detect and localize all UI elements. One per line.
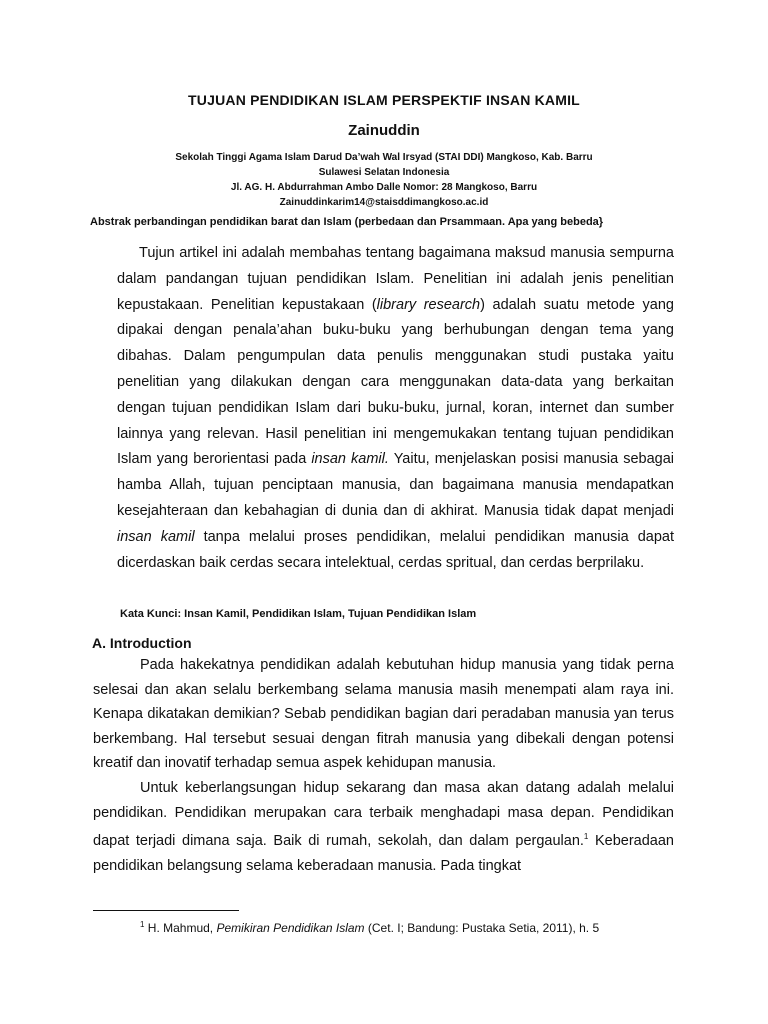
abstract-text: Tujun artikel ini adalah membahas tentang bagaimana maksud manusia sempurna dalam pandangan tujuan pendidikan Islam. Penelitian ini adalah jenis penelitian kepustakaan. Penelitian kepustakaan ( xyxy=(117,245,674,313)
abstract-italic-term: insan kamil xyxy=(117,528,195,545)
footnote-book-title: Pemikiran Pendidikan Islam xyxy=(216,921,365,935)
section-heading: A. Introduction xyxy=(92,635,192,651)
paper-title: TUJUAN PENDIDIKAN ISLAM PERSPEKTIF INSAN KAMIL xyxy=(188,92,580,108)
keywords: Kata Kunci: Insan Kamil, Pendidikan Islam, Tujuan Pendidikan Islam xyxy=(120,608,477,620)
abstract-text: tanpa melalui proses pendidikan, melalui pendidikan manusia dapat dicerdaskan baik cerdas secara intelektual, cerdas spritual, dan cerdas berprilaku. xyxy=(117,528,674,571)
footnote-divider xyxy=(93,910,239,911)
footnote-number: 1 xyxy=(140,920,145,929)
author-email: Zainuddinkarim14@staisddimangkoso.ac.id xyxy=(279,197,489,208)
abstract-heading: Abstrak perbandingan pendidikan barat dan Islam (perbedaan dan Prsammaan. Apa yang bebeda} xyxy=(90,216,604,228)
body-paragraph: Pada hakekatnya pendidikan adalah kebutuhan hidup manusia yang tidak perna selesai dan akan selalu berkembang selama manusia masih menempati alam raya ini. Kenapa dikatakan demikian? Sebab pendidikan bagian dari peradaban manusia yan terus berkembang. Hal tersebut sesuai dengan fitrah manusia yang dibekali dengan potensi kreatif dan inovatif terhadap semua aspek kehidupan manusia. xyxy=(93,657,674,772)
abstract-text: Yaitu, menjelaskan posisi manusia sebagai hamba Allah, tujuan penciptaan manusia, dan bagaimana manusia mendapatkan kesejahteraan dan kebahagian di dunia dan di akhirat. Manusia tidak dapat menjadi xyxy=(117,451,674,519)
body-text: Untuk keberlangsungan hidup sekarang dan masa akan datang adalah melalui pendidikan. Pendidikan merupakan cara terbaik menghadapi masa depan. Pendidikan dapat terjadi dimana saja. Baik di rumah, sekolah, dan dalam pergaulan. xyxy=(93,779,674,849)
affiliation-line: Sekolah Tinggi Agama Islam Darud Da’wah Wal Irsyad (STAI DDI) Mangkoso, Kab. Barru xyxy=(175,152,593,163)
footnote xyxy=(140,920,599,935)
author-name: Zainuddin xyxy=(348,122,420,139)
abstract-text: ) adalah suatu metode yang dipakai dengan penala’ahan buku-buku yang berhubungan dengan tema yang dibahas. Dalam pengumpulan data penulis menggunakan studi pustaka yaitu penelitian yang dilakukan dengan cara menggunakan data-data yang berkaitan dengan tujuan pendidikan Islam dari buku-buku, jurnal, koran, internet dan sumber lainnya yang relevan. Hasil penelitian ini mengemukakan tentang tujuan pendidikan Islam yang berorientasi pada xyxy=(117,296,674,468)
affiliation-line: Sulawesi Selatan Indonesia xyxy=(318,167,450,178)
body-paragraph xyxy=(93,776,674,878)
footnote-text: H. Mahmud, xyxy=(144,921,217,935)
footnote-marker[interactable]: 1 xyxy=(583,832,589,842)
section-body xyxy=(93,653,674,878)
abstract-italic-term: library research xyxy=(376,296,481,313)
abstract-italic-term: insan kamil. xyxy=(311,451,389,468)
affiliation-address: Jl. AG. H. Abdurrahman Ambo Dalle Nomor: 28 Mangkoso, Barru xyxy=(230,182,538,193)
abstract-body xyxy=(117,241,674,576)
abstract-paragraph xyxy=(117,241,674,576)
body-text: Keberadaan pendidikan belangsung selama keberadaan manusia. Pada tingkat xyxy=(93,832,674,874)
footnote-text: (Cet. I; Bandung: Pustaka Setia, 2011), h. 5 xyxy=(364,921,600,935)
